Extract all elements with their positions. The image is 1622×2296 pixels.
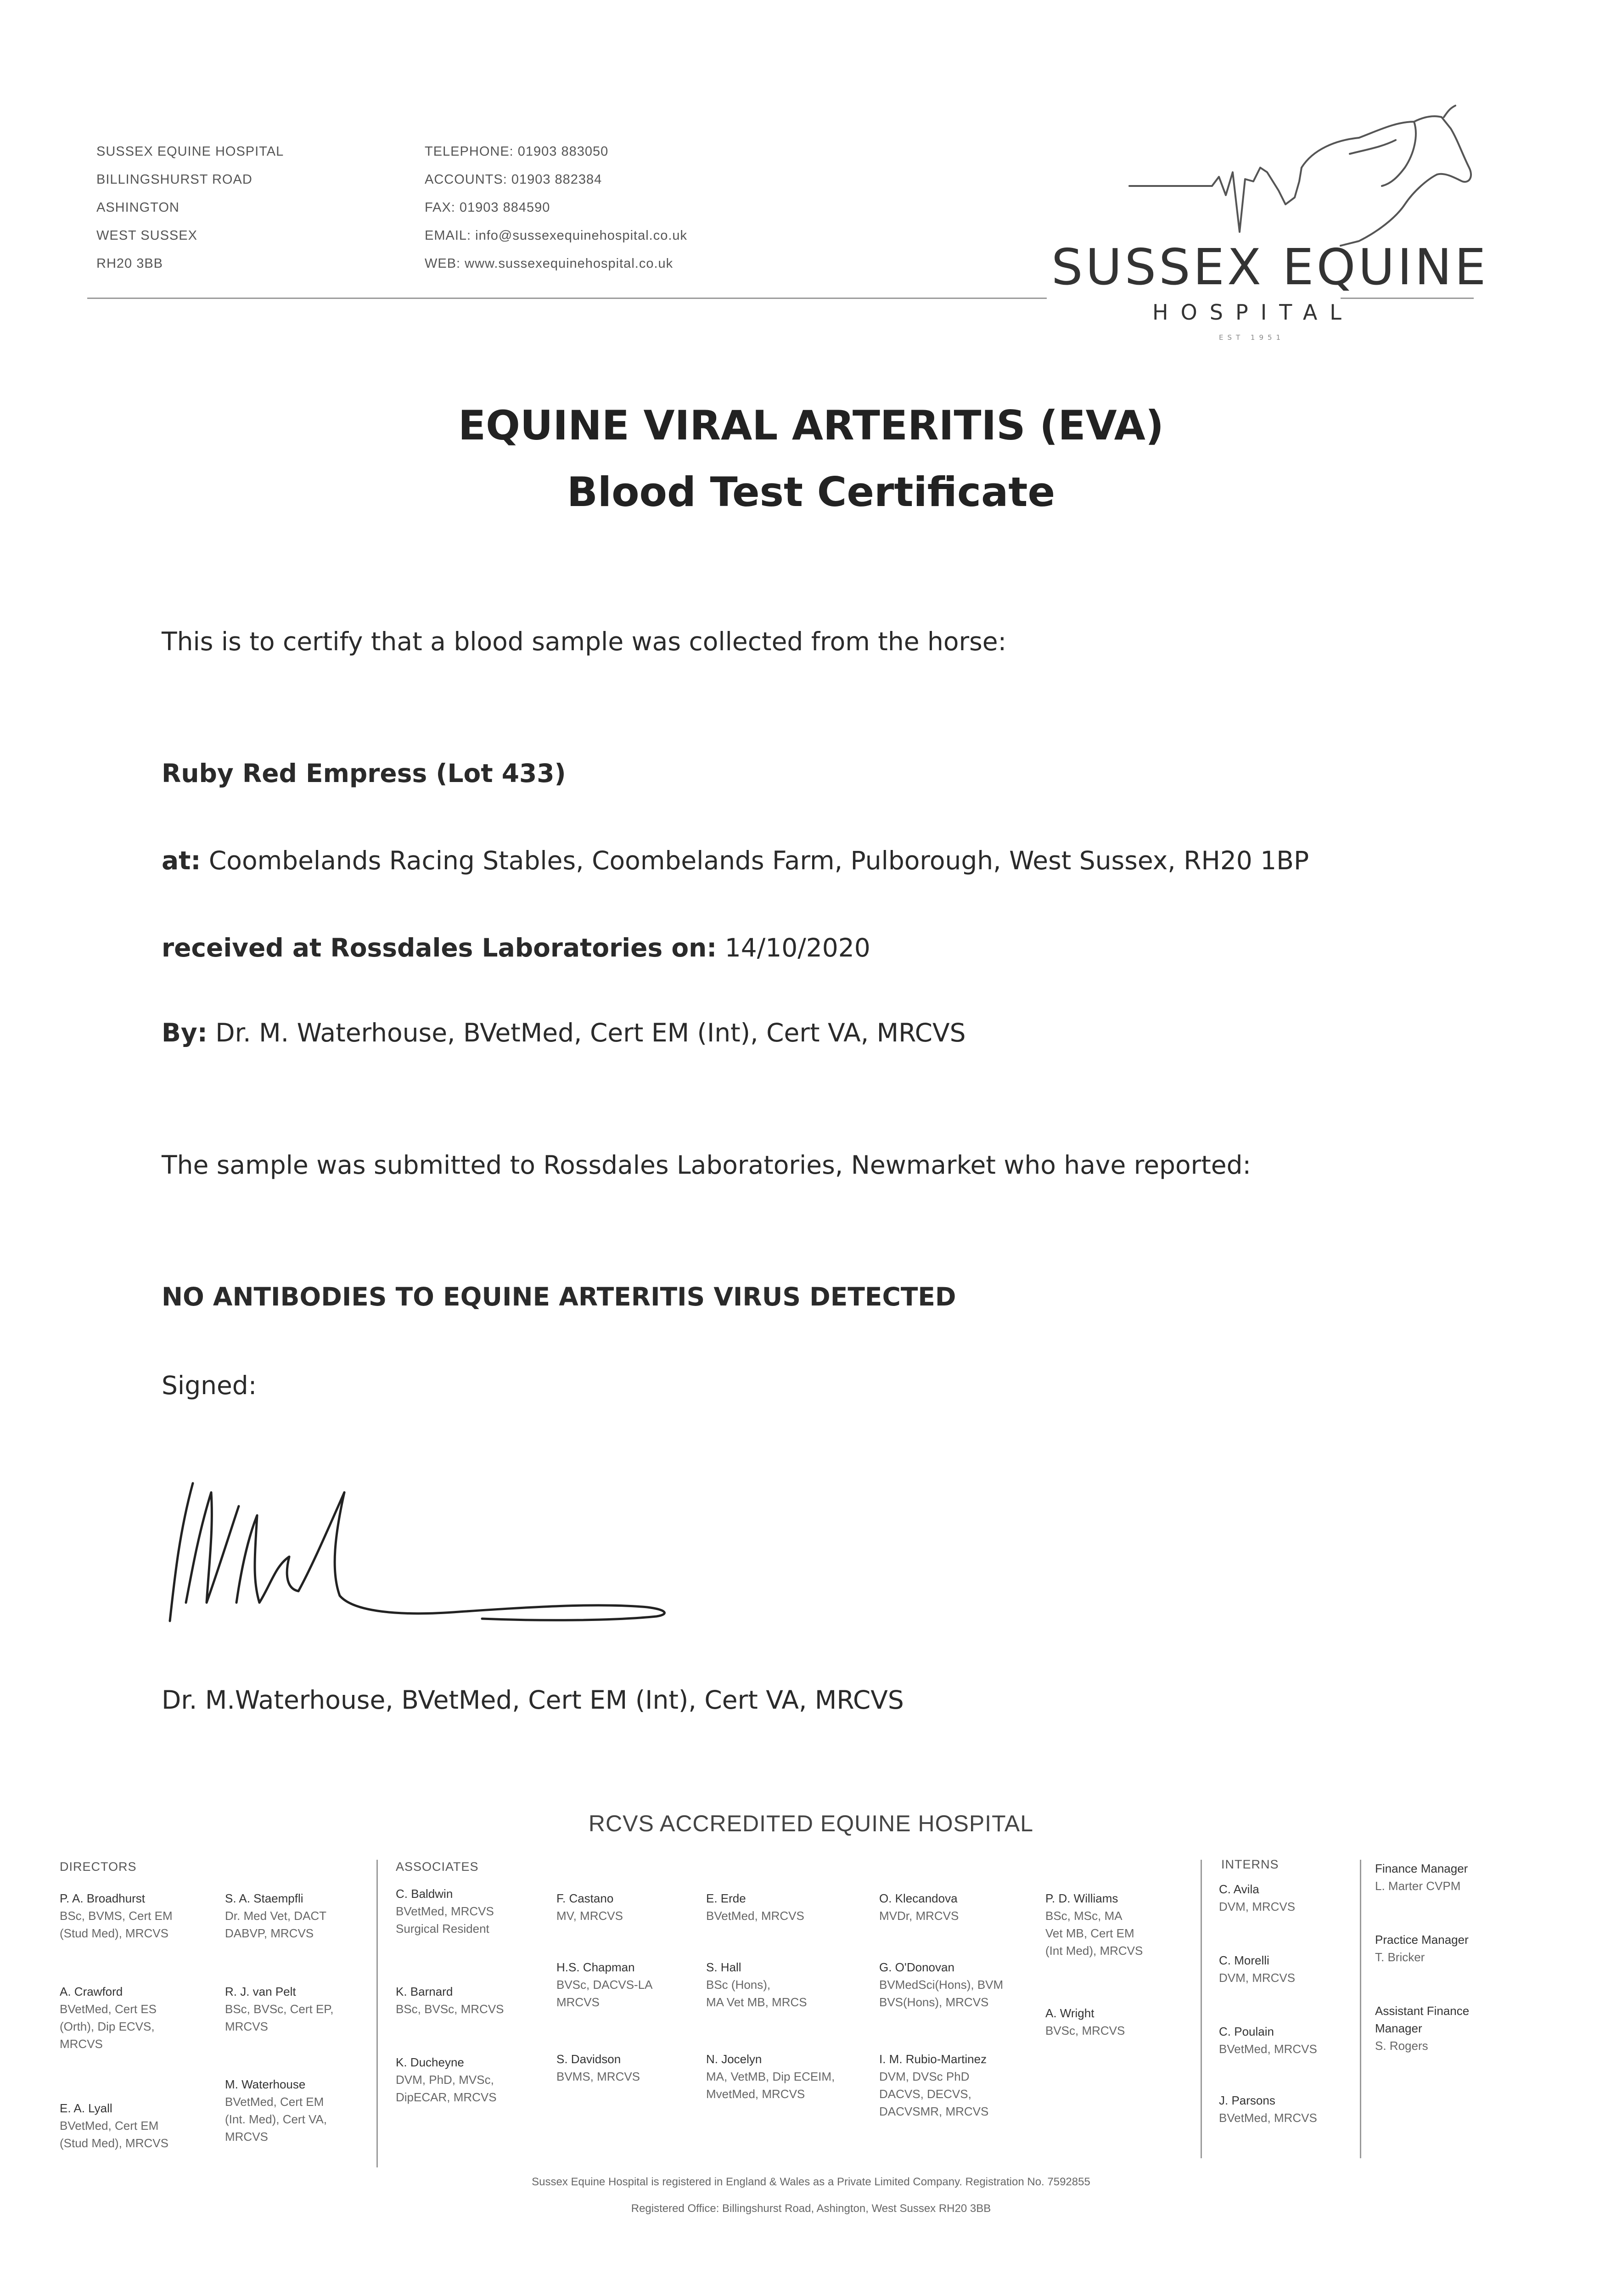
staff-entry [556, 2050, 708, 2085]
staff-name: A. Crawford [60, 1985, 123, 1998]
staff-quals: BVetMed, MRCVS [1219, 2042, 1317, 2056]
staff-entry [1375, 2002, 1513, 2054]
staff-entry [60, 2099, 193, 2152]
contact-line: TELEPHONE: 01903 883050 [425, 144, 609, 159]
staff-name: C. Morelli [1219, 1953, 1269, 1967]
staff-entry [1375, 1931, 1513, 1966]
staff-entry [396, 2054, 547, 2106]
staff-entry [60, 1890, 193, 1942]
accreditation-heading: RCVS ACCREDITED EQUINE HOSPITAL [588, 1811, 1034, 1836]
hospital-logo-est: EST 1951 [1219, 333, 1285, 342]
staff-entry [225, 1890, 363, 1942]
staff-name: E. Erde [706, 1891, 746, 1905]
received-value: 14/10/2020 [717, 933, 870, 962]
staff-quals: DVM, DVSc PhD DACVS, DECVS, DACVSMR, MRCVS [879, 2070, 989, 2118]
column-divider [376, 1860, 378, 2167]
staff-entry [1219, 1880, 1357, 1915]
staff-entry [225, 2076, 363, 2145]
staff-quals: DVM, MRCVS [1219, 1900, 1296, 1913]
address-line: RH20 3BB [96, 256, 163, 271]
staff-quals: BVSc, MRCVS [1045, 2024, 1125, 2037]
staff-name: Assistant Finance Manager [1375, 2004, 1470, 2035]
location-label: at: [162, 846, 201, 875]
staff-entry [60, 1983, 193, 2053]
staff-name: A. Wright [1045, 2006, 1094, 2020]
contact-line: WEB: www.sussexequinehospital.co.uk [425, 256, 673, 271]
staff-name: S. A. Staempfli [225, 1891, 303, 1905]
by-label: By: [162, 1018, 208, 1047]
staff-entry [1045, 2004, 1197, 2039]
staff-name: P. A. Broadhurst [60, 1891, 145, 1905]
horse-name: Ruby Red Empress (Lot 433) [162, 759, 566, 788]
contact-line: FAX: 01903 884590 [425, 200, 550, 215]
staff-name: S. Davidson [556, 2052, 621, 2066]
staff-quals: BVetMed, Cert EM (Int. Med), Cert VA, MRCVS [225, 2095, 327, 2144]
staff-quals: BSc (Hons), MA Vet MB, MRCS [706, 1978, 807, 2009]
contact-line: EMAIL: info@sussexequinehospital.co.uk [425, 228, 688, 243]
staff-quals: BVetMed, MRCVS [1219, 2111, 1317, 2125]
staff-name: J. Parsons [1219, 2093, 1275, 2107]
staff-quals: DVM, MRCVS [1219, 1971, 1296, 1985]
header-divider [87, 298, 1047, 299]
staff-name: G. O'Donovan [879, 1960, 954, 1974]
staff-name: M. Waterhouse [225, 2077, 306, 2091]
collection-location [162, 846, 1309, 875]
staff-name: K. Ducheyne [396, 2055, 464, 2069]
staff-name: H.S. Chapman [556, 1960, 635, 1974]
staff-entry [396, 1885, 547, 1937]
staff-entry [879, 2050, 1044, 2120]
staff-name: R. J. van Pelt [225, 1985, 296, 1998]
staff-name: C. Baldwin [396, 1887, 453, 1901]
staff-entry [556, 1958, 708, 2011]
staff-quals: MVDr, MRCVS [879, 1909, 959, 1923]
contact-line: ACCOUNTS: 01903 882384 [425, 172, 602, 187]
certificate-subtitle: Blood Test Certificate [567, 468, 1055, 516]
directors-heading: DIRECTORS [60, 1860, 137, 1874]
staff-quals: BSc, MSc, MA Vet MB, Cert EM (Int Med), MRCVS [1045, 1909, 1143, 1958]
staff-name: P. D. Williams [1045, 1891, 1118, 1905]
staff-name: C. Poulain [1219, 2025, 1274, 2038]
staff-name: Finance Manager [1375, 1862, 1468, 1875]
staff-entry [1219, 2023, 1357, 2058]
address-line: BILLINGSHURST ROAD [96, 172, 253, 187]
staff-name: E. A. Lyall [60, 2101, 112, 2115]
handwritten-signature [161, 1465, 689, 1630]
staff-quals: BVetMed, Cert EM (Stud Med), MRCVS [60, 2119, 168, 2150]
staff-quals: BVetMed, MRCVS [706, 1909, 804, 1923]
staff-name: S. Hall [706, 1960, 741, 1974]
staff-name: N. Jocelyn [706, 2052, 762, 2066]
staff-quals: BSc, BVSc, Cert EP, MRCVS [225, 2002, 334, 2033]
staff-quals: S. Rogers [1375, 2039, 1428, 2053]
staff-quals: BVMedSci(Hons), BVM BVS(Hons), MRCVS [879, 1978, 1004, 2009]
column-divider [1360, 1860, 1361, 2158]
staff-name: O. Klecandova [879, 1891, 958, 1905]
hospital-contact [425, 138, 687, 278]
staff-quals: MV, MRCVS [556, 1909, 623, 1923]
staff-name: K. Barnard [396, 1985, 453, 1998]
horse-ecg-logo-icon [1120, 103, 1478, 255]
staff-entry [879, 1890, 1044, 1925]
received-date [162, 933, 870, 962]
hospital-address [96, 138, 284, 278]
staff-quals: L. Marter CVPM [1375, 1879, 1461, 1893]
staff-name: C. Avila [1219, 1882, 1259, 1896]
associates-heading: ASSOCIATES [396, 1860, 479, 1874]
staff-quals: BSc, BVMS, Cert EM (Stud Med), MRCVS [60, 1909, 173, 1940]
staff-quals: T. Bricker [1375, 1950, 1425, 1964]
by-value: Dr. M. Waterhouse, BVetMed, Cert EM (Int), Cert VA, MRCVS [207, 1018, 966, 1047]
staff-quals: BVMS, MRCVS [556, 2070, 640, 2083]
address-line: SUSSEX EQUINE HOSPITAL [96, 144, 284, 159]
signed-label: Signed: [162, 1371, 257, 1400]
test-result: NO ANTIBODIES TO EQUINE ARTERITIS VIRUS DETECTED [162, 1282, 956, 1311]
staff-quals: DVM, PhD, MVSc, DipECAR, MRCVS [396, 2073, 497, 2104]
staff-name: I. M. Rubio-Martinez [879, 2052, 987, 2066]
staff-entry [706, 1958, 871, 2011]
hospital-logo-sub: HOSPITAL [1152, 300, 1354, 325]
staff-quals: BVetMed, MRCVS Surgical Resident [396, 1904, 494, 1936]
staff-entry [1219, 1952, 1357, 1986]
staff-quals: MA, VetMB, Dip ECEIM, MvetMed, MRCVS [706, 2070, 835, 2101]
staff-quals: BVSc, DACVS-LA MRCVS [556, 1978, 653, 2009]
staff-quals: BVetMed, Cert ES (Orth), Dip ECVS, MRCVS [60, 2002, 157, 2051]
staff-entry [1219, 2092, 1357, 2127]
staff-entry [225, 1983, 363, 2035]
staff-entry [556, 1890, 708, 1925]
staff-entry [1375, 1860, 1513, 1895]
signatory-name: Dr. M.Waterhouse, BVetMed, Cert EM (Int), Cert VA, MRCVS [162, 1685, 904, 1715]
address-line: WEST SUSSEX [96, 228, 197, 243]
staff-entry [706, 2050, 871, 2103]
staff-quals: BSc, BVSc, MRCVS [396, 2002, 504, 2016]
certify-statement: This is to certify that a blood sample was collected from the horse: [162, 627, 1007, 656]
staff-quals: Dr. Med Vet, DACT DABVP, MRCVS [225, 1909, 327, 1940]
staff-entry [706, 1890, 871, 1925]
staff-entry [396, 1983, 547, 2018]
staff-entry [879, 1958, 1044, 2011]
location-value: Coombelands Racing Stables, Coombelands Farm, Pulborough, West Sussex, RH20 1BP [201, 846, 1309, 875]
address-line: ASHINGTON [96, 200, 180, 215]
certificate-title: EQUINE VIRAL ARTERITIS (EVA) [458, 402, 1164, 449]
registered-office: Registered Office: Billingshurst Road, Ashington, West Sussex RH20 3BB [631, 2202, 991, 2215]
header-divider-right [1341, 298, 1474, 299]
column-divider [1201, 1860, 1202, 2158]
interns-heading: INTERNS [1221, 1857, 1279, 1871]
hospital-logo-name: SUSSEX EQUINE [1051, 239, 1489, 296]
staff-name: Practice Manager [1375, 1933, 1469, 1947]
collected-by [162, 1018, 966, 1047]
staff-name: F. Castano [556, 1891, 614, 1905]
submission-statement: The sample was submitted to Rossdales Laboratories, Newmarket who have reported: [162, 1150, 1252, 1180]
staff-entry [1045, 1890, 1197, 1959]
received-label: received at Rossdales Laboratories on: [162, 933, 717, 962]
company-registration: Sussex Equine Hospital is registered in England & Wales as a Private Limited Company. Registration No. 7592855 [532, 2176, 1090, 2188]
